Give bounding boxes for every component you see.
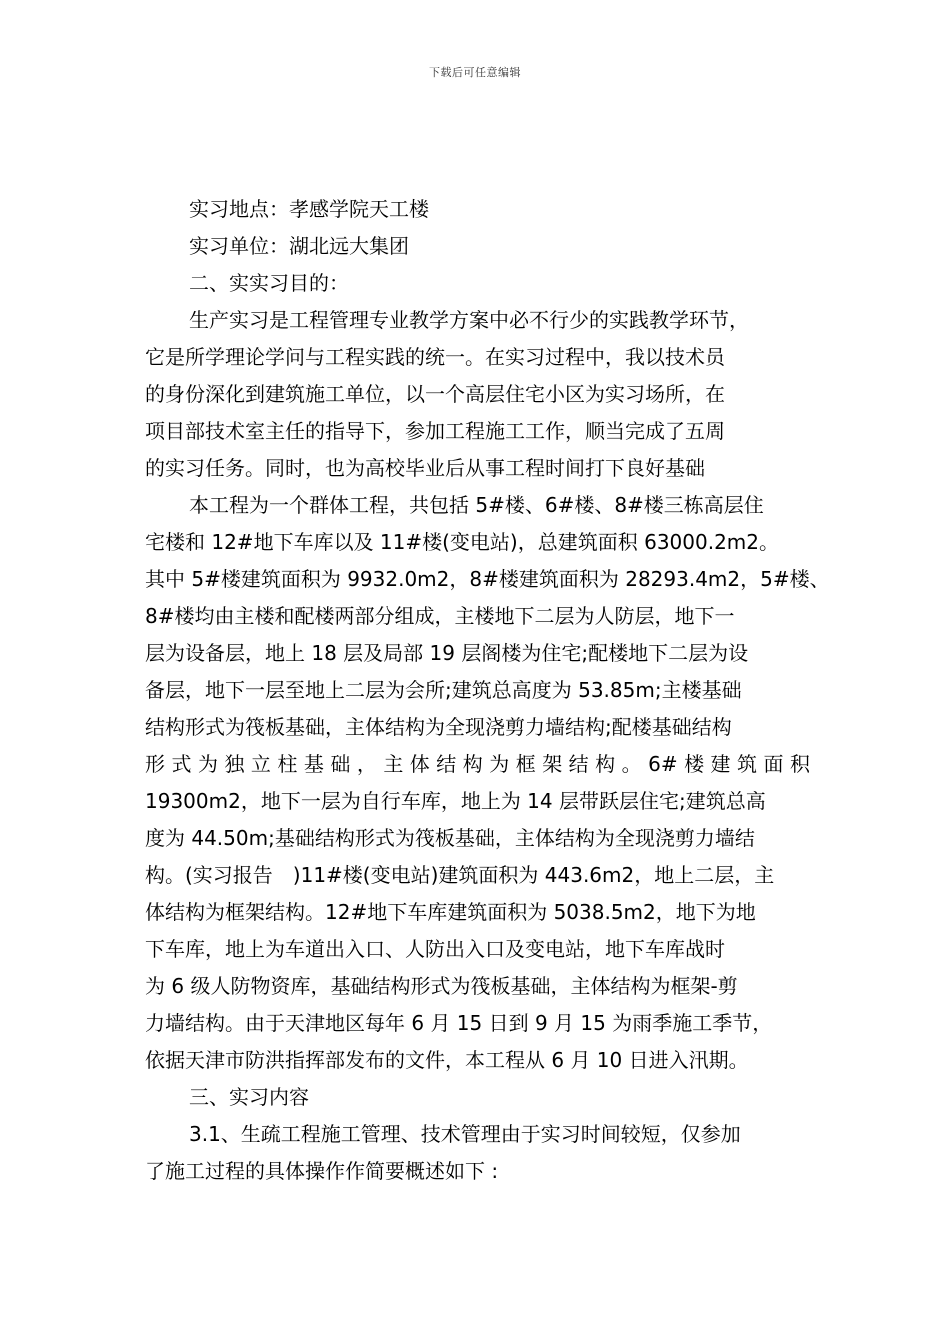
text-line: 的实习任务。同时，也为高校毕业后从事工程时间打下良好基础 — [145, 456, 705, 480]
text-line: 依据天津市防洪指挥部发布的文件，本工程从 6 月 10 日进入汛期。 — [145, 1048, 749, 1072]
text-line: 二、实实习目的： — [189, 271, 349, 295]
text-line: 备层，地下一层至地上二层为会所;建筑总高度为 53.85m;主楼基础 — [145, 678, 742, 702]
text-line: 力墙结构。由于天津地区每年 6 月 15 日到 9 月 15 为雨季施工季节， — [145, 1011, 773, 1035]
text-line: 本工程为一个群体工程，共包括 5#楼、6#楼、8#楼三栋高层住 — [189, 493, 764, 517]
text-line: 生产实习是工程管理专业教学方案中必不行少的实践教学环节， — [189, 308, 749, 332]
text-line-justified: 形式为独立柱基础，主体结构为框架结构。6#楼建筑面积 — [145, 752, 810, 776]
text-line: 宅楼和 12#地下车库以及 11#楼(变电站)，总建筑面积 63000.2m2。 — [145, 530, 780, 554]
document-body — [145, 191, 830, 1190]
text-line: 为 6 级人防物资库，基础结构形式为筏板基础，主体结构为框架-剪 — [145, 974, 738, 998]
text-line: 结构形式为筏板基础，主体结构为全现浇剪力墙结构;配楼基础结构 — [145, 715, 732, 739]
page-header: 下载后可任意编辑 — [429, 66, 521, 79]
section-heading: 三、实习内容 — [189, 1085, 309, 1109]
text-line: 的身份深化到建筑施工单位，以一个高层住宅小区为实习场所，在 — [145, 382, 725, 406]
text-line: 体结构为框架结构。12#地下车库建筑面积为 5038.5m2，地下为地 — [145, 900, 756, 924]
text-line: 19300m2，地下一层为自行车库，地上为 14 层带跃层住宅;建筑总高 — [145, 789, 766, 813]
text-line: 下车库，地上为车道出入口、人防出入口及变电站，地下车库战时 — [145, 937, 725, 961]
text-line: 层为设备层，地上 18 层及局部 19 层阁楼为住宅;配楼地下二层为设 — [145, 641, 749, 665]
text-line: 实习地点：孝感学院天工楼 — [189, 197, 429, 221]
text-line: 3.1、生疏工程施工管理、技术管理由于实习时间较短，仅参加 — [189, 1122, 741, 1146]
text-line: 8#楼均由主楼和配楼两部分组成，主楼地下二层为人防层，地下一 — [145, 604, 735, 628]
text-line: 其中 5#楼建筑面积为 9932.0m2，8#楼建筑面积为 28293.4m2，5#楼、 — [145, 567, 830, 591]
text-line: 实习单位：湖北远大集团 — [189, 234, 409, 258]
text-line: 了施工过程的具体操作作简要概述如下 : — [145, 1159, 499, 1183]
text-line: 构。(实习报告 )11#楼(变电站)建筑面积为 443.6m2，地上二层，主 — [145, 863, 775, 887]
text-line: 度为 44.50m;基础结构形式为筏板基础，主体结构为全现浇剪力墙结 — [145, 826, 755, 850]
text-line: 它是所学理论学问与工程实践的统一。在实习过程中，我以技术员 — [145, 345, 725, 369]
text-line: 项目部技术室主任的指导下，参加工程施工工作，顺当完成了五周 — [145, 419, 725, 443]
